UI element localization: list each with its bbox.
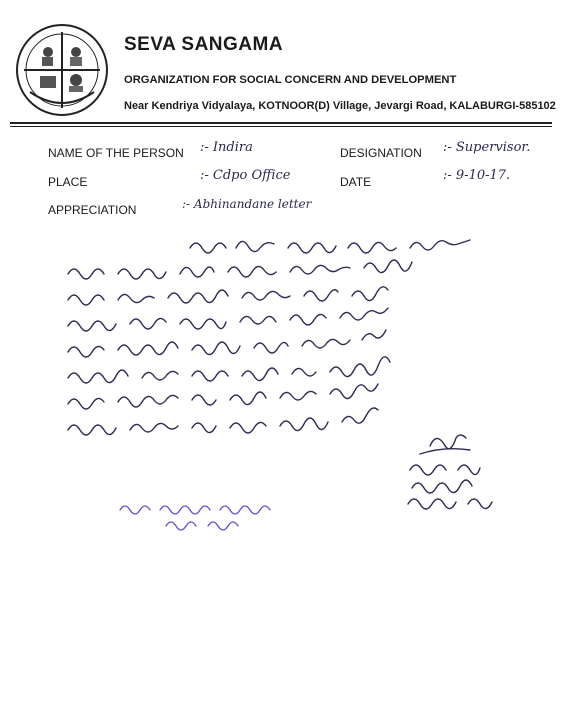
- place-label: PLACE: [48, 175, 88, 189]
- appreciation-label: APPRECIATION: [48, 203, 137, 217]
- place-value: :- Cdpo Office: [200, 168, 291, 183]
- name-label: NAME OF THE PERSON: [48, 146, 184, 160]
- header-rule-thick: [10, 122, 552, 124]
- date-value: :- 9-10-17.: [443, 168, 511, 183]
- designation-value: :- Supervisor.: [443, 140, 531, 155]
- office-stamp: [116, 498, 296, 532]
- seva-sangama-logo: [14, 22, 110, 118]
- designation-label: DESIGNATION: [340, 146, 422, 160]
- appreciation-value: :- Abhinandane letter: [182, 197, 312, 211]
- name-value: :- Indira: [200, 140, 253, 155]
- header-rule-thin: [10, 126, 552, 127]
- org-name: SEVA SANGAMA: [124, 34, 284, 55]
- date-label: DATE: [340, 175, 372, 189]
- org-address: Near Kendriya Vidyalaya, KOTNOOR(D) Village, Jevargi Road, KALABURGI-585102: [124, 100, 556, 112]
- org-tagline: ORGANIZATION FOR SOCIAL CONCERN AND DEVELOPMENT: [124, 74, 457, 86]
- signature: [400, 430, 530, 520]
